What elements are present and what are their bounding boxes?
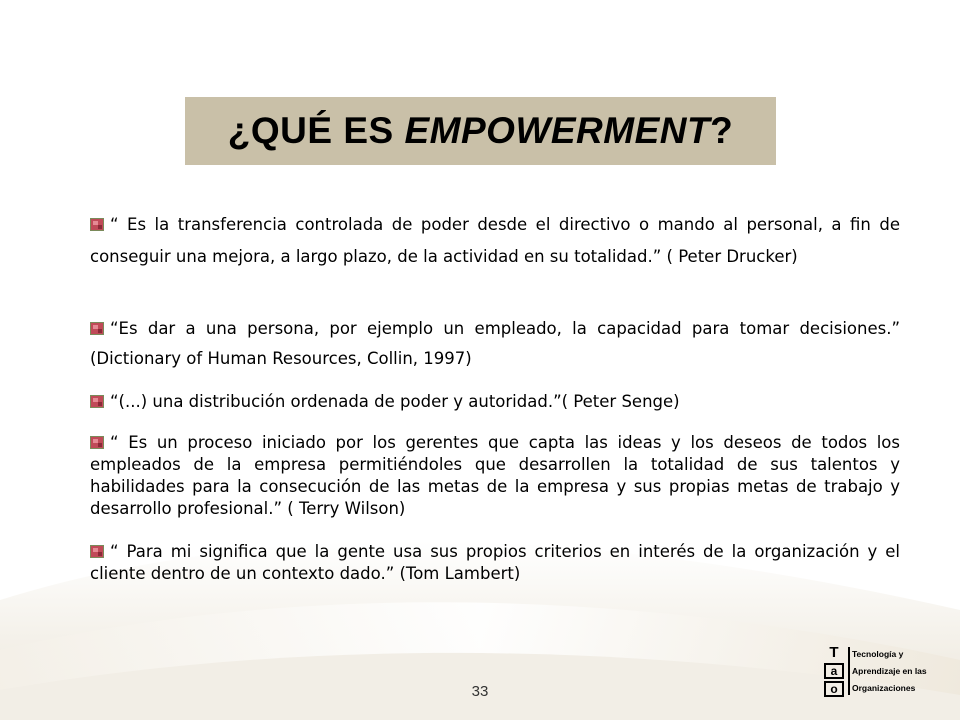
quote-text: “ Para mi significa que la gente usa sus propios criterios en interés de la organización y el cliente dentro de un contexto dado.” (Tom Lambert)	[90, 542, 900, 583]
title-emphasis: EMPOWERMENT	[404, 110, 711, 151]
quote-text: “ Es un proceso iniciado por los gerentes que capta las ideas y los deseos de todos los empleados de la empresa permitiéndoles que desarrollen la totalidad de sus talentos y habilidades para la consecución de las metas de la empresa y sus propias metas de trabajo y desarrollo profesional.” ( Terry Wilson)	[90, 433, 900, 518]
quote-text: “ Es la transferencia controlada de poder desde el directivo o mando al personal, a fin de conseguir una mejora, a largo plazo, de la actividad en su totalidad.” ( Peter Drucker)	[90, 215, 900, 266]
slide-title	[228, 110, 733, 152]
bullet-icon	[90, 545, 104, 558]
bullet-icon	[90, 218, 104, 231]
logo-letters	[824, 645, 846, 699]
logo-line: Organizaciones	[852, 683, 916, 693]
logo-line: Tecnología y	[852, 649, 904, 659]
title-prefix: ¿QUÉ ES	[227, 110, 405, 151]
tao-logo	[820, 643, 935, 699]
quote-text: “(...) una distribución ordenada de poder y autoridad.”( Peter Senge)	[110, 392, 680, 411]
page-number: 33	[471, 683, 489, 700]
bullet-icon	[90, 395, 104, 408]
quote-paragraph	[90, 432, 900, 520]
bullet-icon	[90, 436, 104, 449]
logo-letter: o	[824, 681, 844, 697]
logo-line: Aprendizaje en las	[852, 666, 927, 676]
quote-paragraph	[90, 314, 900, 374]
quote-paragraph	[90, 389, 900, 415]
bullet-icon	[90, 322, 104, 335]
logo-text	[852, 649, 927, 694]
title-suffix: ?	[710, 110, 734, 151]
quote-paragraph	[90, 209, 900, 273]
quote-text: “Es dar a una persona, por ejemplo un empleado, la capacidad para tomar decisiones.” (Dictionary of Human Resources, Collin, 1997)	[90, 319, 900, 368]
logo-letter: a	[824, 663, 844, 679]
title-box	[185, 97, 776, 165]
logo-divider	[848, 647, 850, 695]
logo-letter: T	[829, 644, 839, 661]
quote-paragraph	[90, 541, 900, 585]
